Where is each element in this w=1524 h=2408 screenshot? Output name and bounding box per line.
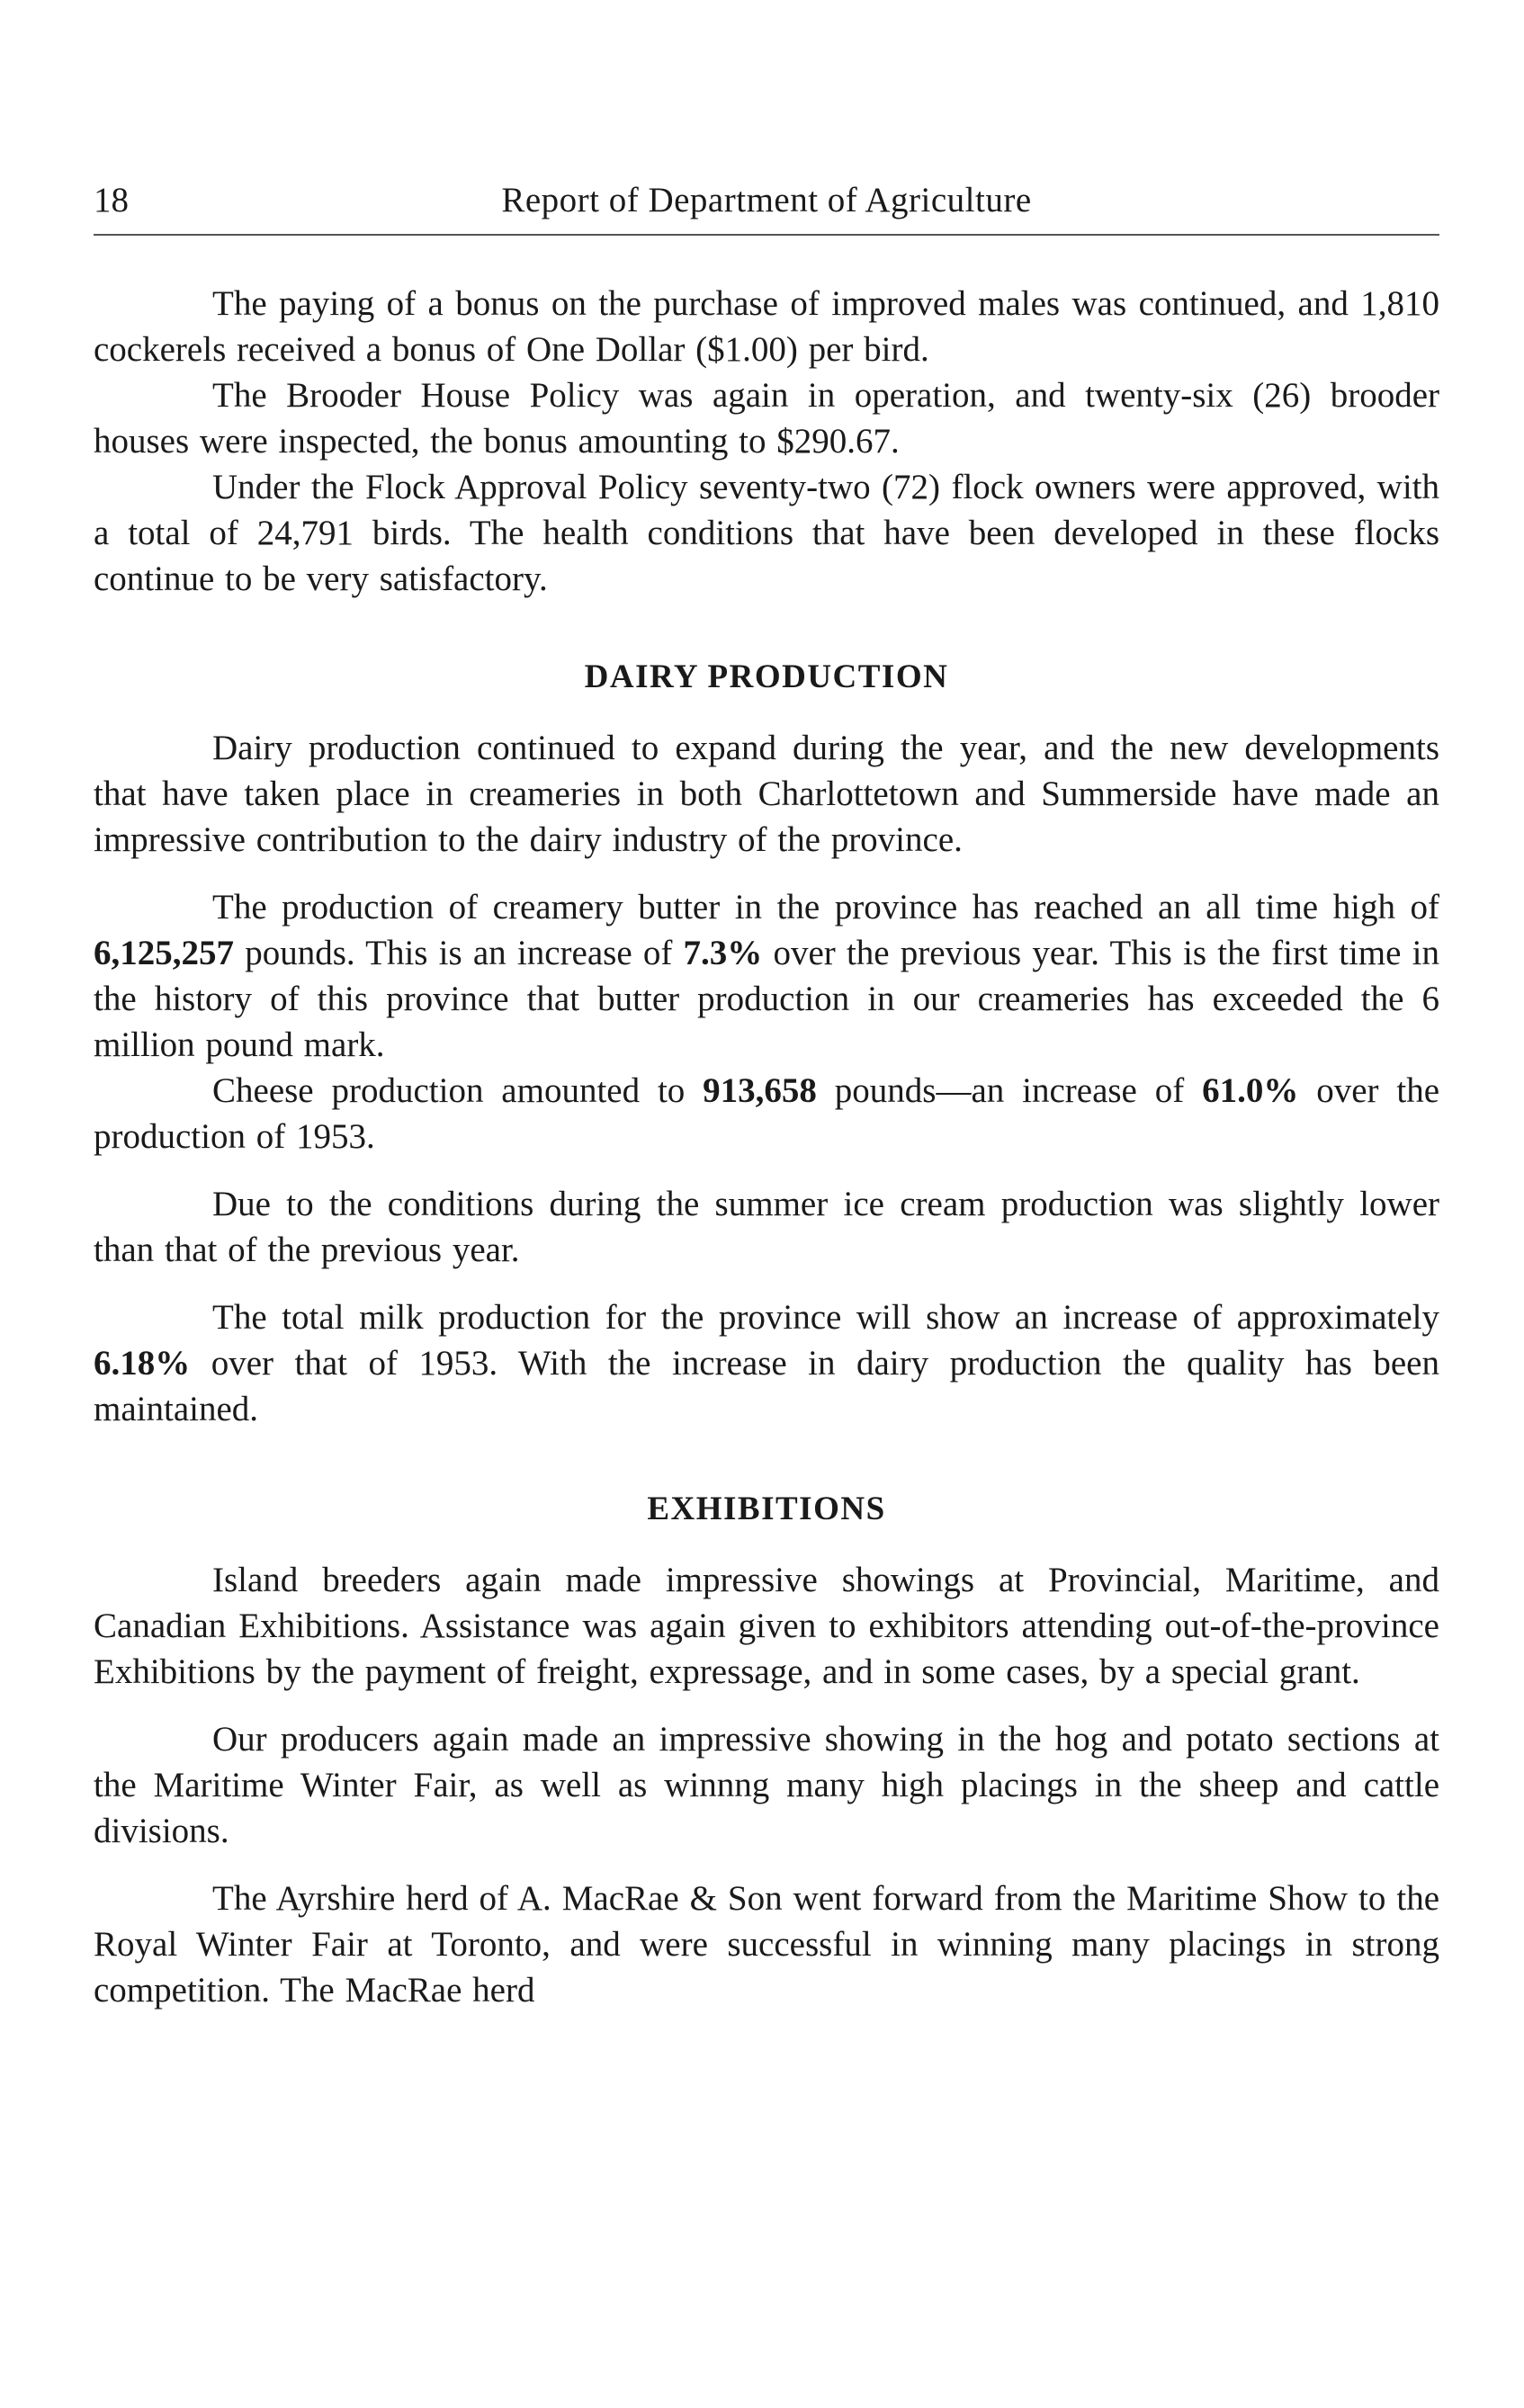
- paragraph-dairy-expansion: Dairy production continued to expand during the year, and the new developments that have taken place in creameries in both Charlottetown and Summerside have made an impressive contribution to the dairy industry of the province.: [94, 729, 1439, 859]
- paragraph-cheese-production: Cheese production amounted to 913,658 pounds—an increase of 61.0% over the production of 1953.: [94, 1071, 1440, 1156]
- section-heading-dairy: DAIRY PRODUCTION: [584, 658, 949, 695]
- document-page: [94, 171, 1439, 2013]
- cheese-increase-percent: 61.0%: [1202, 1071, 1299, 1110]
- page-number: 18: [94, 181, 129, 219]
- paragraph-winter-fair: Our producers again made an impressive showing in the hog and potato sections at the Maritime Winter Fair, as well as winnng many high placings in the sheep and cattle divisions.: [94, 1720, 1439, 1850]
- paragraph-brooder-house: The Brooder House Policy was again in operation, and twenty-six (26) brooder houses were inspected, the bonus amounting to $290.67.: [94, 376, 1439, 461]
- paragraph-ice-cream: Due to the conditions during the summer ice cream production was slightly lower than that of the previous year.: [94, 1185, 1439, 1269]
- paragraph-flock-approval: Under the Flock Approval Policy seventy-two (72) flock owners were approved, with a total of 24,791 birds. The health conditions that have been developed in these flocks continue to be very satisfactory.: [94, 468, 1439, 598]
- cheese-pounds: 913,658: [703, 1071, 817, 1110]
- exhibitions-section: [94, 1486, 1439, 2013]
- paragraph-cockerel-bonus: The paying of a bonus on the purchase of improved males was continued, and 1,810 cockerels received a bonus of One Dollar ($1.00) per bird.: [94, 284, 1439, 369]
- paragraph-milk-production: The total milk production for the province will show an increase of approximately 6.18% over that of 1953. With the increase in dairy production the quality has been maintained.: [94, 1298, 1439, 1428]
- header-rule: [94, 234, 1439, 236]
- running-title: Report of Department of Agriculture: [501, 181, 1032, 219]
- paragraph-island-breeders: Island breeders again made impressive showings at Provincial, Maritime, and Canadian Exhibitions. Assistance was again given to exhibitors attending out-of-the-province Exhibitions by the payment of freight, expressage, and in some cases, by a special grant.: [94, 1561, 1439, 1691]
- paragraph-ayrshire-herd: The Ayrshire herd of A. MacRae & Son went forward from the Maritime Show to the Royal Winter Fair at Toronto, and were successful in winning many placings in strong competition. The MacRae herd: [94, 1879, 1439, 2010]
- milk-increase-percent: 6.18%: [94, 1344, 191, 1383]
- dairy-section: [94, 654, 1439, 1432]
- butter-pounds: 6,125,257: [94, 934, 234, 972]
- butter-increase-percent: 7.3%: [683, 934, 763, 972]
- poultry-section: [94, 281, 1439, 602]
- paragraph-butter-production: The production of creamery butter in the province has reached an all time high of 6,125,257 pounds. This is an increase of 7.3% over the previous year. This is the first time in the history of this province that butter production in our creameries has exceeded the 6 million pound mark.: [94, 888, 1439, 1064]
- page-header: [94, 171, 1439, 230]
- section-heading-exhibitions: EXHIBITIONS: [647, 1490, 886, 1527]
